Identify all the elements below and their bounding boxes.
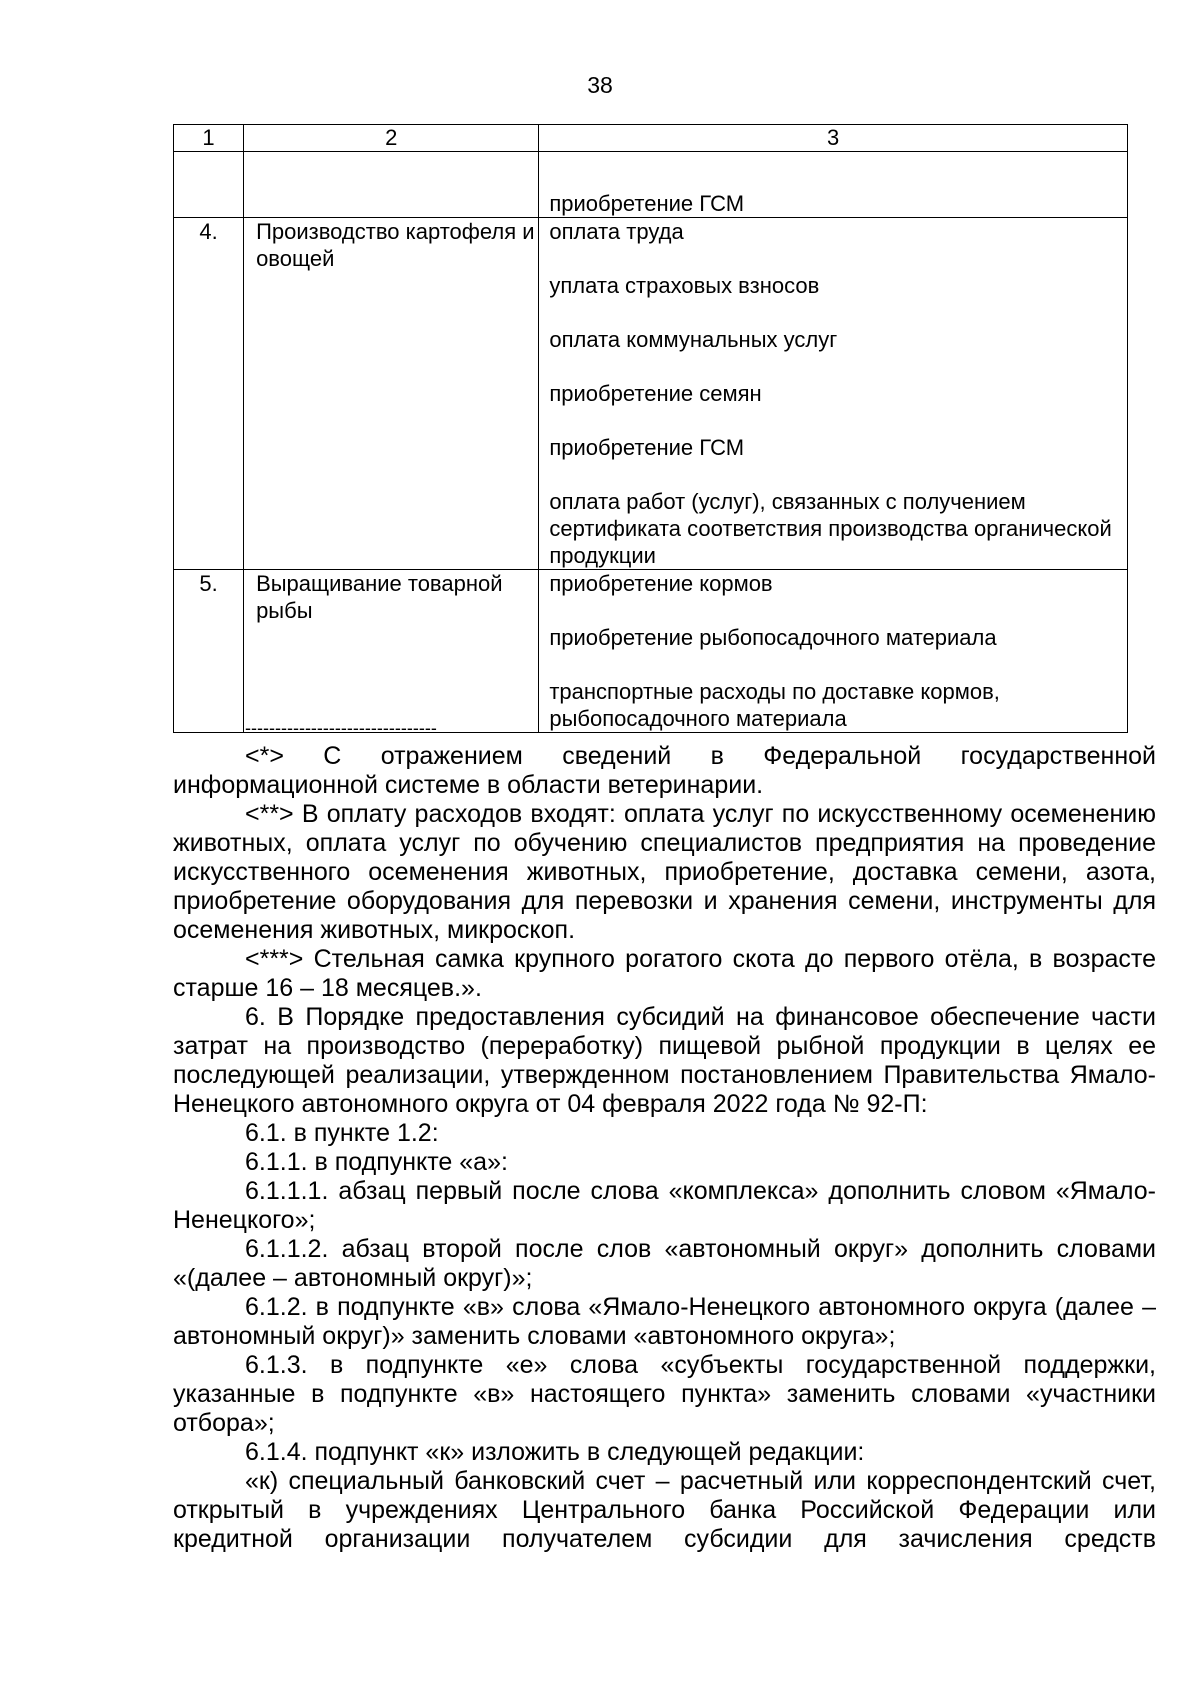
paragraph: «к) специальный банковский счет – расчетный или корреспондентский счет, открытый в учреждениях Центрального банка Российской Федерации или кредитной организации получателем субсидии для зачисления средств	[173, 1467, 1156, 1553]
expense-item: оплата коммунальных услуг	[549, 327, 838, 352]
paragraph: 6.1. в пункте 1.2:	[245, 1119, 439, 1147]
row-expenses	[539, 152, 1128, 218]
row-activity: Выращивание товарной рыбы	[244, 570, 539, 733]
footnote-separator: --------------------------------	[245, 718, 437, 738]
expense-table	[173, 124, 1128, 733]
paragraph: 6.1.1. в подпункте «а»:	[245, 1148, 508, 1176]
expense-item: уплата страховых взносов	[549, 273, 820, 298]
row-number	[174, 152, 244, 218]
footnote-2: <**> В оплату расходов входят: оплата услуг по искусственному осеменению животных, оплата услуг по обучению специалистов предприятия на проведение искусственного осеменения животных, приобретение, доставка семени, азота, приобретение оборудования для перевозки и хранения семени, инструменты для осеменения животных, микроскоп.	[173, 800, 1156, 944]
paragraph: 6.1.3. в подпункте «е» слова «субъекты государственной поддержки, указанные в подпункте «в» настоящего пункта» заменить словами «участники отбора»;	[173, 1351, 1156, 1437]
paragraph: 6.1.1.1. абзац первый после слова «комплекса» дополнить словом «Ямало-Ненецкого»;	[173, 1177, 1156, 1234]
row-number: 5.	[174, 570, 244, 733]
paragraph: 6.1.4. подпункт «к» изложить в следующей редакции:	[245, 1438, 865, 1466]
page-number: 38	[587, 72, 613, 98]
table-row	[174, 152, 1128, 218]
table-header-cell: 2	[244, 125, 539, 152]
expense-item: оплата труда	[549, 219, 684, 244]
paragraph: 6. В Порядке предоставления субсидий на финансовое обеспечение части затрат на производство (переработку) пищевой рыбной продукции в целях ее последующей реализации, утвержденном постановлением Правительства Ямало-Ненецкого автономного округа от 04 февраля 2022 года № 92-П:	[173, 1003, 1156, 1118]
expense-item: приобретение кормов	[549, 571, 773, 596]
table-header-cell: 1	[174, 125, 244, 152]
expense-item: приобретение ГСМ	[549, 191, 745, 216]
footnote-1: <*> С отражением сведений в Федеральной государственной информационной системе в области ветеринарии.	[173, 742, 1156, 799]
footnote-3: <***> Стельная самка крупного рогатого скота до первого отёла, в возрасте старше 16 – 18 месяцев.».	[173, 945, 1156, 1002]
row-number: 4.	[174, 218, 244, 570]
expense-item: оплата работ (услуг), связанных с получением сертификата соответствия производства органической продукции	[549, 489, 1112, 568]
paragraph: 6.1.1.2. абзац второй после слов «автономный округ» дополнить словами «(далее – автономный округ)»;	[173, 1235, 1156, 1292]
table-header-cell: 3	[539, 125, 1128, 152]
row-expenses	[539, 570, 1128, 733]
table-row	[174, 218, 1128, 570]
table-header-row	[174, 125, 1128, 152]
document-body	[173, 742, 1156, 1554]
row-activity	[244, 152, 539, 218]
paragraph: 6.1.2. в подпункте «в» слова «Ямало-Ненецкого автономного округа (далее – автономный округ)» заменить словами «автономного округа»;	[173, 1293, 1156, 1350]
expense-item: приобретение рыбопосадочного материала	[549, 625, 997, 650]
table-row	[174, 570, 1128, 733]
expense-item: приобретение ГСМ	[549, 435, 745, 460]
expense-item: транспортные расходы по доставке кормов, рыбопосадочного материала	[549, 679, 1000, 731]
row-activity: Производство картофеля и овощей	[244, 218, 539, 570]
expense-item: приобретение семян	[549, 381, 762, 406]
row-expenses	[539, 218, 1128, 570]
